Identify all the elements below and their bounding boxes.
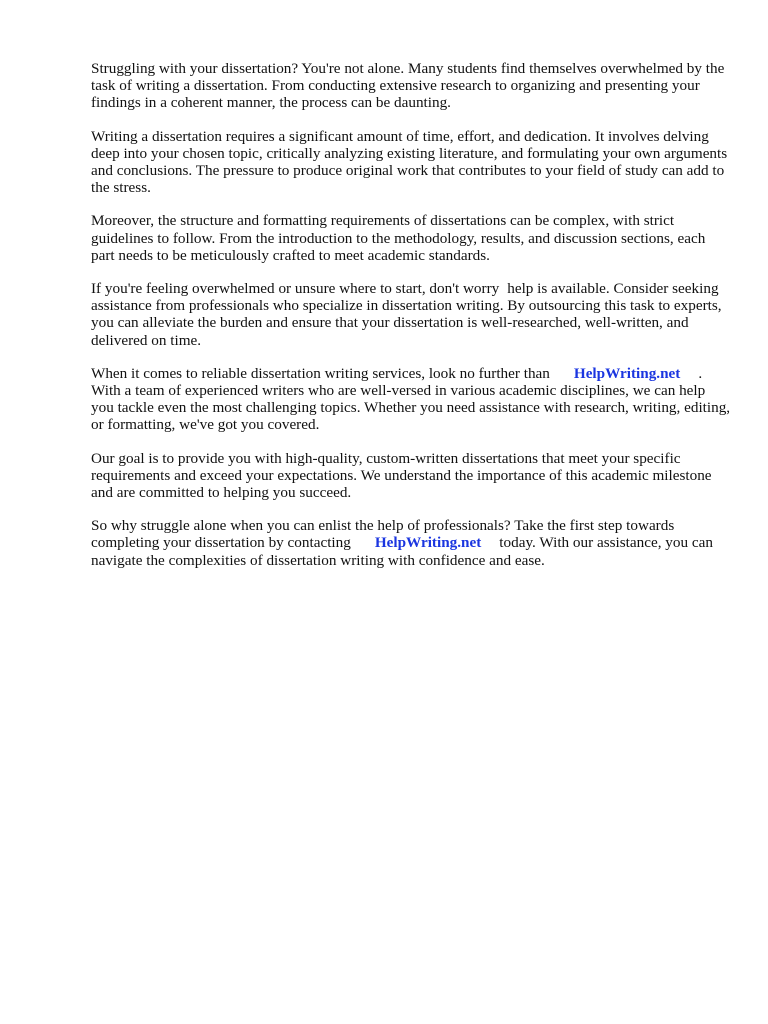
helpwriting-link[interactable]: HelpWriting.net (573, 364, 681, 382)
helpwriting-link-cta[interactable]: HelpWriting.net (374, 534, 482, 552)
paragraph-call-to-action (91, 517, 731, 569)
paragraph-intro: Struggling with your dissertation? You're not alone. Many students find themselves overwhelmed by the task of writing a dissertation. From conducting extensive research to organizing and presenting your findings in a coherent manner, the process can be daunting. (91, 60, 725, 112)
paragraph-cta-text-end: today. With our assistance, you can navigate the complexities of dissertation writing with confidence and ease. (91, 534, 713, 569)
paragraph-help-text-start: If you're feeling overwhelmed or unsure where to start, don't worry (91, 280, 500, 298)
paragraph-services (91, 365, 731, 434)
paragraph-goal: Our goal is to provide you with high-quality, custom-written dissertations that meet your specific requirements and exceed your expectations. We understand the importance of this academic milestone and are committed to helping you succeed. (91, 449, 712, 502)
paragraph-cta-text-start: So why struggle alone when you can enlist the help of professionals? Take the first step towards completing your dissertation by contacting (91, 517, 675, 552)
paragraph-help-text-end: help is available. Consider seeking assistance from professionals who specialize in dissertation writing. By outsourcing this task to experts, you can alleviate the burden and ensure that your dissertation is well-researched, well-written, and delivered on time. (91, 280, 722, 349)
paragraph-services-text-end: . With a team of experienced writers who are well-versed in various academic disciplines, we can help you tackle even the most challenging topics. Whether you need assistance with research, writing, editing, or formatting, we've got you covered. (91, 364, 731, 434)
paragraph-services-text-start: When it comes to reliable dissertation writing services, look no further than (91, 364, 550, 382)
paragraph-requirements: Writing a dissertation requires a significant amount of time, effort, and dedication. It involves delving deep into your chosen topic, critically analyzing existing literature, and formulating your own arguments and conclusions. The pressure to produce original work that contributes to your field of study can add to the stress. (91, 127, 728, 197)
paragraph-structure: Moreover, the structure and formatting requirements of dissertations can be complex, with strict guidelines to follow. From the introduction to the methodology, results, and discussion sections, each part needs to be meticulously crafted to meet academic standards. (91, 212, 706, 264)
paragraph-help-available (91, 280, 731, 349)
document-body (91, 60, 731, 585)
